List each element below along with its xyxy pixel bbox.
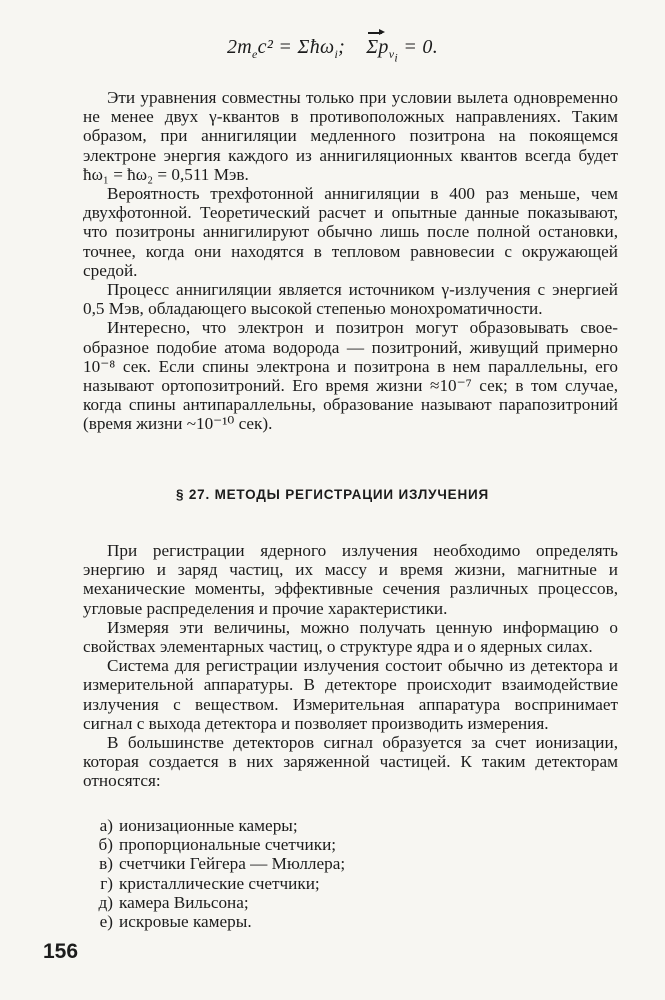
- list-item-text: пропорциональные счетчики;: [119, 835, 337, 855]
- list-item: [83, 854, 618, 873]
- formula-momentum-rest: = 0.: [398, 36, 439, 58]
- formula-separator: ;: [338, 36, 346, 58]
- list-item-letter: б): [98, 835, 113, 855]
- formula-momentum-index: i: [394, 50, 399, 65]
- conservation-formula: [0, 36, 665, 65]
- text-block-bottom: [83, 541, 618, 791]
- paragraph: Вероятность трехфотонной аннигиляции в 400 раз меньше, чем двухфотонной. Теоретический расчет и опытные данные показывают, что позитроны аннигилируют обычно лишь после полной остановки, точнее, когда они находятся в тепловом равновесии с окружающей средой.: [83, 184, 618, 280]
- list-item-letter: г): [100, 873, 113, 893]
- list-item-text: ионизационные камеры;: [119, 816, 298, 835]
- detector-list: [83, 816, 618, 931]
- formula-energy: 2m: [226, 36, 253, 58]
- list-item-text: искровые камеры.: [119, 912, 252, 932]
- paragraph: При регистрации ядерного излучения необходимо определять энергию и заряд частиц, их массу и время жизни, магнитные и механические моменты, эффективные сечения различных процессов, угловые распределения и прочие характеристики.: [83, 541, 618, 618]
- list-item-text: камера Вильсона;: [119, 892, 249, 912]
- list-item: [83, 835, 618, 854]
- formula-momentum: [366, 36, 389, 59]
- paragraph: Процесс аннигиляции является источником γ-излучения с энергией 0,5 Мэв, обладающего высокой степенью монохроматичности.: [83, 280, 618, 319]
- list-item: [83, 816, 618, 835]
- list-item-text: счетчики Гейгера — Мюллера;: [119, 854, 346, 874]
- list-item-letter: е): [99, 912, 113, 932]
- list-item: [83, 912, 618, 931]
- paragraph: Эти уравнения совместны только при условии вылета одновременно не менее двух γ-квантов в противоположных направлениях. Таким образом, при аннигиляции медленного позитрона на покоящемся электроне энергия каждого из аннигиляционных квантов всегда будет ħω₁ = ħω₂ = 0,511 Мэв.: [83, 88, 618, 184]
- text-block-top: [83, 88, 618, 434]
- page-number: 156: [43, 940, 79, 963]
- paragraph: Измеряя эти величины, можно получать ценную информацию о свойствах элементарных частиц, о структуре ядра и о ядерных силах.: [83, 617, 618, 657]
- formula-momentum-sub: [388, 47, 399, 65]
- formula-energy-index: i: [334, 47, 339, 61]
- formula-momentum-sub-text: ν: [388, 47, 395, 61]
- list-item-letter: в): [99, 854, 113, 874]
- list-item-text: кристаллические счетчики;: [119, 873, 320, 893]
- paragraph: В большинстве детекторов сигнал образуется за счет ионизации, которая создается в них заряженной частицей. К таким детекторам относятся:: [83, 733, 618, 791]
- paragraph: Система для регистрации излучения состоит обычно из детектора и измерительной аппаратуры. В детекторе происходит взаимодействие излучения с веществом. Измерительная аппаратура воспринимает сигнал с выхода детектора и позволяет производить измерения.: [83, 656, 618, 733]
- list-item-letter: а): [99, 816, 113, 835]
- list-item: [83, 874, 618, 893]
- formula-energy-rest: c² = Σħω: [257, 36, 335, 58]
- formula-energy-sub: e: [252, 47, 258, 61]
- paragraph: Интересно, что электрон и позитрон могут образовывать своеобразное подобие атома водорода — позитроний, живущий примерно 10⁻⁸ сек. Если спины электрона и позитрона в нем параллельны, его называют ортопозитроний. Его время жизни ≈10⁻⁷ сек; в том случае, когда спины антипараллельны, образование называют парапозитроний (время жизни ~10⁻¹⁰ сек).: [83, 318, 618, 434]
- section-heading: § 27. МЕТОДЫ РЕГИСТРАЦИИ ИЗЛУЧЕНИЯ: [176, 487, 489, 502]
- list-item-letter: д): [98, 892, 113, 912]
- formula-momentum-text: Σp: [366, 36, 389, 58]
- list-item: [83, 893, 618, 912]
